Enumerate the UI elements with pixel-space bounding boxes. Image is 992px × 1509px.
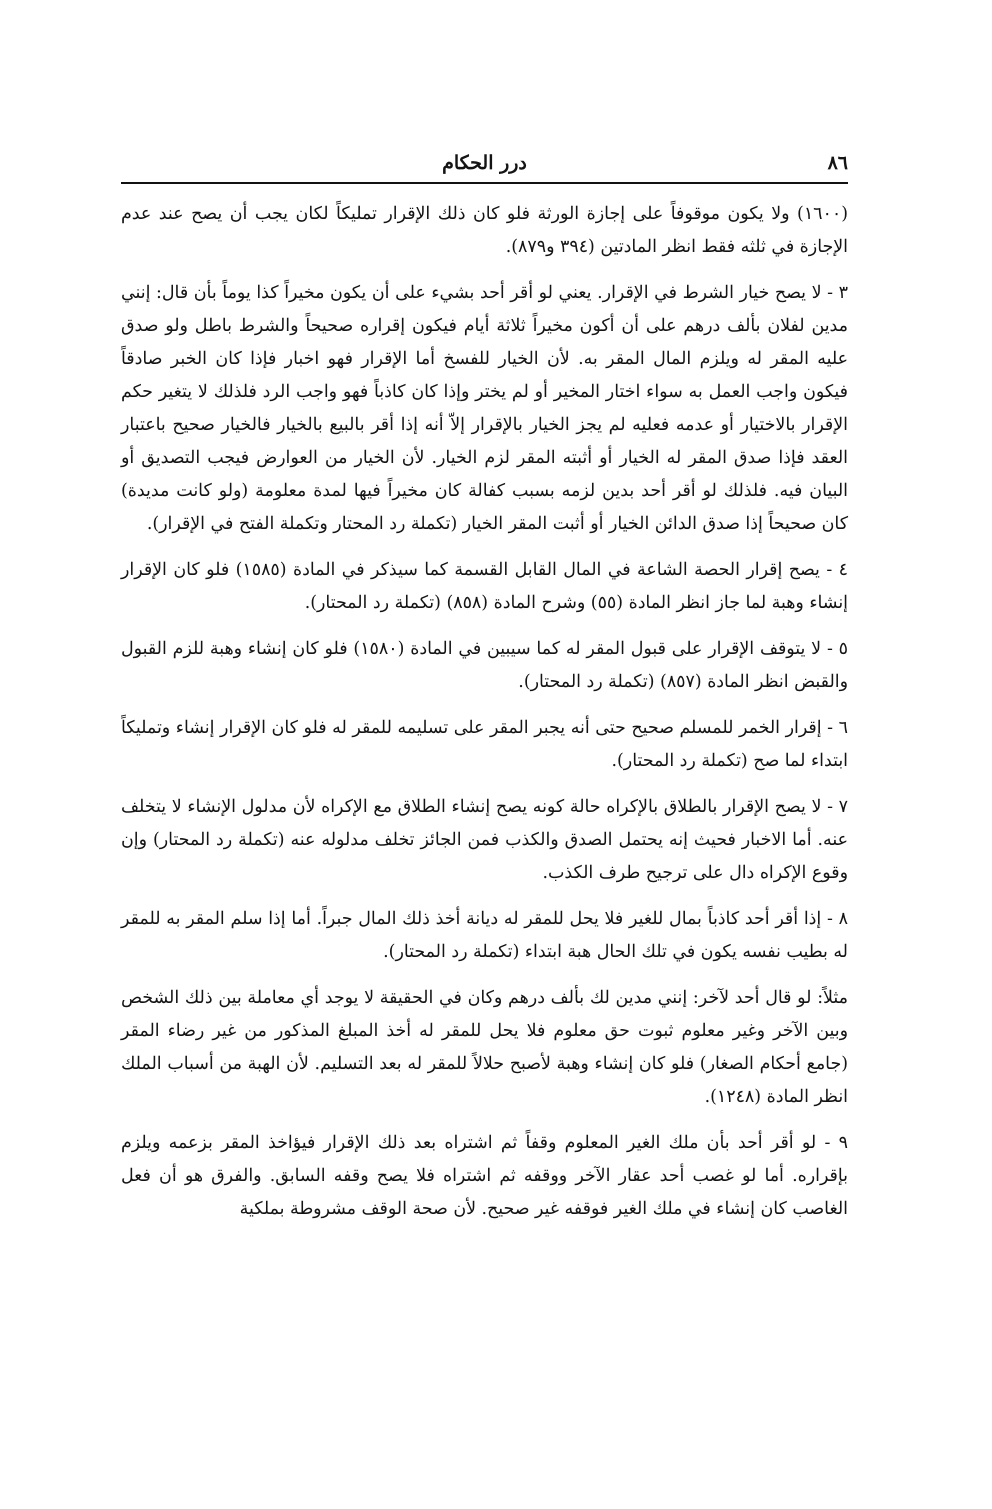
header-rule [121,182,848,184]
page-header [121,150,848,180]
running-title: درر الحكام [442,152,527,174]
book-page [121,150,848,1239]
paragraph-item-8: ٨ - إذا أقر أحد كاذباً بمال للغير فلا يحل للمقر له ديانة أخذ ذلك المال جبراً. أما إذا سلم المقر به للمقر له بطيب نفسه يكون في تلك الحال هبة ابتداء (تكملة رد المحتار). [121,909,848,962]
paragraph-example: مثلاً: لو قال أحد لآخر: إنني مدين لك بألف درهم وكان في الحقيقة لا يوجد أي معاملة بين ذلك الشخص وبين الآخر وغير معلوم ثبوت حق معلوم فلا يحل للمقر له أخذ المبلغ المذكور من غير رضاء المقر (جامع أحكام الصغار) فلو كان إنشاء وهبة لأصبح حلالاً للمقر له بعد التسليم. لأن الهبة من أسباب الملك انظر المادة (١٢٤٨). [121,988,848,1107]
paragraph-item-9: ٩ - لو أقر أحد بأن ملك الغير المعلوم وقفاً ثم اشتراه بعد ذلك الإقرار فيؤاخذ المقر بزعمه ويلزم بإقراره. أما لو غصب أحد عقار الآخر ووقفه ثم اشتراه فلا يصح وقفه السابق. والفرق هو أن فعل الغاصب كان إنشاء في ملك الغير فوقفه غير صحيح. لأن صحة الوقف مشروطة بملكية [121,1133,848,1219]
paragraph-item-3: ٣ - لا يصح خيار الشرط في الإقرار. يعني لو أقر أحد بشيء على أن يكون مخيراً كذا يوماً بأن قال: إنني مدين لفلان بألف درهم على أن أكون مخيراً ثلاثة أيام فيكون إقراره صحيحاً والشرط باطل ولو صدق عليه المقر له ويلزم المال المقر به. لأن الخيار للفسخ أما الإقرار فهو اخبار فإذا كان الخبر صادقاً فيكون واجب العمل به سواء اختار المخير أو لم يختر وإذا كان كاذباً فهو واجب الرد فلذلك لا يتغير حكم الإقرار بالاختيار أو عدمه فعليه لم يجز الخيار بالإقرار إلاّ أنه إذا أقر بالبيع بالخيار فالخيار صحيح باعتبار العقد فإذا صدق المقر له الخيار أو أثبته المقر لزم الخيار. لأن الخيار من العوارض فيجب التصديق أو البيان فيه. فلذلك لو أقر أحد بدين لزمه بسبب كفالة كان مخيراً فيها لمدة معلومة (ولو كانت مديدة) كان صحيحاً إذا صدق الدائن الخيار أو أثبت المقر الخيار (تكملة رد المحتار وتكملة الفتح في الإقرار). [121,283,848,534]
paragraph-item-7: ٧ - لا يصح الإقرار بالطلاق بالإكراه حالة كونه يصح إنشاء الطلاق مع الإكراه لأن مدلول الإنشاء لا يتخلف عنه. أما الاخبار فحيث إنه يحتمل الصدق والكذب فمن الجائز تخلف مدلوله عنه (تكملة رد المحتار) وإن وقوع الإكراه دال على ترجيح طرف الكذب. [121,797,848,883]
paragraph-item-5: ٥ - لا يتوقف الإقرار على قبول المقر له كما سيبين في المادة (١٥٨٠) فلو كان إنشاء وهبة للزم القبول والقبض انظر المادة (٨٥٧) (تكملة رد المحتار). [121,639,848,692]
page-number: ٨٦ [827,152,848,174]
paragraph-item-6: ٦ - إقرار الخمر للمسلم صحيح حتى أنه يجبر المقر على تسليمه للمقر له فلو كان الإقرار إنشاء وتمليكاً ابتداء لما صح (تكملة رد المحتار). [121,718,848,771]
paragraph-item-4: ٤ - يصح إقرار الحصة الشاعة في المال القابل القسمة كما سيذكر في المادة (١٥٨٥) فلو كان الإقرار إنشاء وهبة لما جاز انظر المادة (٥٥) وشرح المادة (٨٥٨) (تكملة رد المحتار). [121,560,848,613]
paragraph-continuation: (١٦٠٠) ولا يكون موقوفاً على إجازة الورثة فلو كان ذلك الإقرار تمليكاً لكان يجب أن يصح عند عدم الإجازة في ثلثه فقط انظر المادتين (٣٩٤ و٨٧٩). [121,204,848,257]
